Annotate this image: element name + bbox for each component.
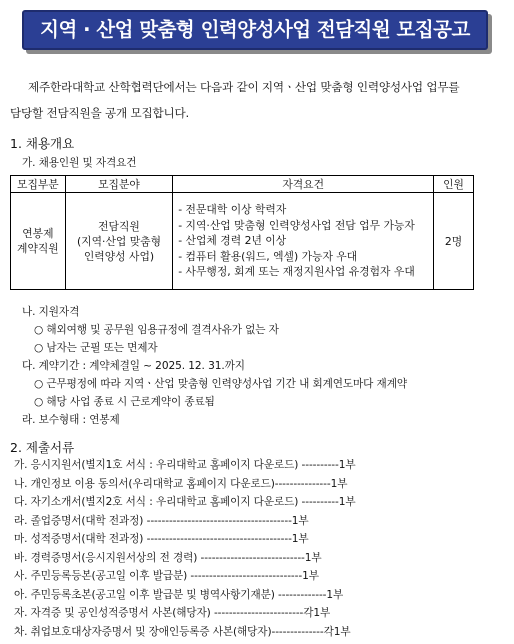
qualification-item: - 컴퓨터 활용(워드, 엑셀) 가능자 우대 [178, 249, 358, 263]
qualification-item: - 전문대학 이상 학력자 [178, 203, 287, 217]
table-row [11, 193, 474, 290]
section1-heading: 1. 채용개요 [10, 136, 75, 151]
cell-count: 2명 [434, 193, 474, 290]
ra-line: 라. 보수형태 : 연봉제 [22, 414, 120, 426]
list-item: 라. 졸업증명서(대학 전과정) ---------------------------------------1부 [14, 514, 309, 527]
requirements-table [10, 175, 474, 290]
list-item: 차. 취업보호대상자증명서 및 장애인등록증 사본(해당자)--------------각1부 [14, 625, 351, 638]
page-title: 지역 · 산업 맞춤형 인력양성사업 전담직원 모집공고 [22, 10, 488, 50]
documents-list [14, 456, 514, 641]
list-item: 가. 응시지원서(별지1호 서식 : 우리대학교 홈페이지 다운로드) ----------1부 [14, 459, 356, 471]
na-item: ○ 해외여행 및 공무원 임용규정에 결격사유가 없는 자 [34, 324, 279, 336]
list-item: 다. 자기소개서(별지2호 서식 : 우리대학교 홈페이지 다운로드) ----------1부 [14, 496, 356, 508]
list-item: 아. 주민등록초본(공고일 이후 발급분 및 병역사항기재분) -------------1부 [14, 588, 344, 601]
na-heading: 나. 지원자격 [22, 306, 80, 318]
title-banner [22, 10, 492, 54]
da-item: ○ 해당 사업 종료 시 근로계약이 종료됨 [34, 396, 215, 408]
header-count: 인원 [434, 176, 474, 193]
section1-sub-ga: 가. 채용인원 및 자격요건 [22, 157, 137, 169]
cell-qualifications [173, 193, 434, 290]
header-field: 모집분야 [65, 176, 172, 193]
section2-heading: 2. 제출서류 [10, 440, 75, 455]
list-item: 마. 성적증명서(대학 전과정) ---------------------------------------1부 [14, 533, 309, 545]
table-header-row [11, 176, 474, 193]
qualification-item: - 사무행정, 회계 또는 재정지원사업 유경험자 우대 [178, 265, 415, 279]
qualification-item: - 지역·산업 맞춤형 인력양성사업 전담 업무 가능자 [178, 218, 415, 232]
list-item: 바. 경력증명서(응시지원서상의 전 경력) ----------------------------1부 [14, 551, 322, 564]
da-heading: 다. 계약기간 : 계약체결일 ~ 2025. 12. 31.까지 [22, 360, 245, 372]
cell-type: 연봉제 계약직원 [11, 193, 66, 290]
header-type: 모집부분 [11, 176, 66, 193]
list-item: 나. 개인정보 이용 동의서(우리대학교 홈페이지 다운로드)---------------1부 [14, 477, 348, 490]
na-item: ○ 남자는 군필 또는 면제자 [34, 342, 158, 354]
da-item: ○ 근무평정에 따라 지역ㆍ산업 맞춤형 인력양성사업 기간 내 회계연도마다 재계약 [34, 378, 407, 390]
intro-paragraph [10, 74, 508, 126]
header-qualifications: 자격요건 [173, 176, 434, 193]
intro-line-1: 제주한라대학교 산학협력단에서는 다음과 같이 지역ㆍ산업 맞춤형 인력양성사업 업무를 [28, 80, 460, 94]
list-item: 사. 주민등록등본(공고일 이후 발급분) ------------------------------1부 [14, 570, 319, 582]
cell-field: 전담직원 (지역·산업 맞춤형 인력양성 사업) [65, 193, 172, 290]
qualification-item: - 산업체 경력 2년 이상 [178, 234, 287, 248]
intro-line-2: 담당할 전담직원을 공개 모집합니다. [10, 106, 189, 120]
list-item: 자. 자격증 및 공인성적증명서 사본(해당자) ------------------------각1부 [14, 607, 331, 619]
